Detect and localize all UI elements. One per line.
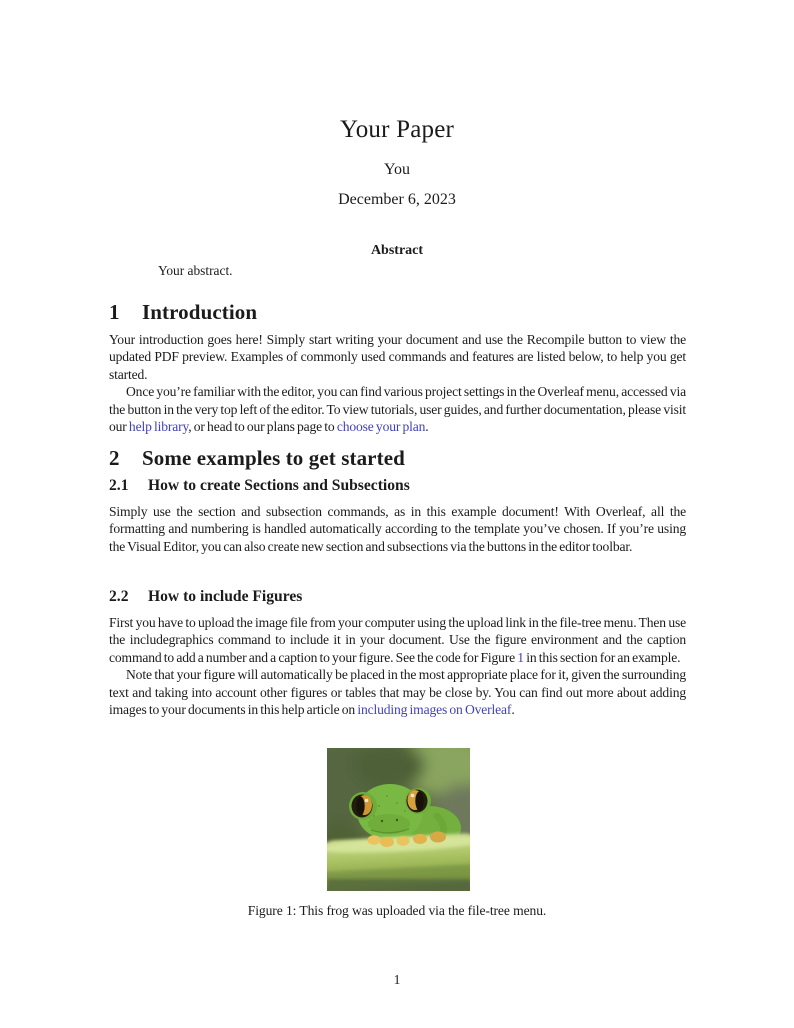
introduction-paragraphs — [109, 331, 686, 435]
section-number: 2 — [109, 446, 120, 470]
text-run: First you have to upload the image file from your computer using the upload link in the file-tree menu. Then use the includegraphics command to include it in your document. Use the figure environment and the caption command to add a number and a caption to your figure. See the code for Figure — [109, 615, 686, 665]
subsection-title: How to include Figures — [148, 588, 303, 605]
paragraph — [109, 614, 686, 666]
inline-link[interactable]: help library — [128, 419, 189, 435]
text-run: Simply use the section and subsection commands, as in this example document! With Overleaf, all the formatting and numbering is handled automatically according to the template you’ve chosen. If you’re using the Visual Editor, you can also create new section and subsections via the buttons in the editor toolbar. — [109, 504, 686, 554]
abstract-heading: Abstract — [370, 243, 424, 258]
text-run: in this section for an example. — [523, 649, 681, 665]
section-title: Introduction — [142, 300, 258, 324]
section-number: 1 — [109, 300, 120, 324]
paper-title: Your Paper — [339, 116, 455, 143]
abstract-text: Your abstract. — [158, 263, 233, 278]
section-heading-examples — [109, 446, 405, 471]
text-run: . — [511, 702, 515, 718]
inline-link[interactable]: including images on Overleaf — [357, 702, 512, 718]
page-number: 1 — [393, 972, 401, 987]
paragraph — [109, 666, 686, 718]
frog-photo — [327, 748, 470, 891]
figures-paragraphs — [109, 614, 686, 718]
paragraph — [109, 331, 686, 383]
paper-author: You — [384, 161, 410, 178]
subsection-heading-sections — [109, 477, 410, 495]
subsection-number: 2.1 — [109, 477, 129, 494]
text-run: , or head to our plans page to — [188, 419, 337, 435]
text-run: . — [425, 419, 429, 435]
inline-link[interactable]: choose your plan — [336, 419, 426, 435]
paragraph — [109, 503, 686, 555]
section-title: Some examples to get started — [142, 446, 405, 470]
paragraph — [109, 383, 686, 435]
text-run: Once you’re familiar with the editor, you can find various project settings in the Overleaf menu, accessed via the button in the very top left of the editor. To view tutorials, user guides, and further documentation, please visit our — [109, 384, 686, 435]
inline-link[interactable]: 1 — [517, 649, 524, 665]
figure-caption: Figure 1: This frog was uploaded via the file-tree menu. — [247, 903, 547, 918]
frog-photo-illustration — [327, 748, 470, 891]
subsection-title: How to create Sections and Subsections — [148, 477, 410, 494]
paper-date: December 6, 2023 — [338, 191, 456, 208]
subsection-heading-figures — [109, 588, 302, 606]
subsection-number: 2.2 — [109, 588, 129, 605]
text-run: Your introduction goes here! Simply start writing your document and use the Recompile button to view the updated PDF preview. Examples of commonly used commands and features are listed below, to help you get started. — [109, 332, 686, 382]
text-run: Note that your figure will automatically be placed in the most appropriate place for it, given the surrounding text and taking into account other figures or tables that may be close by. You can find out more about adding images to your documents in this help article on — [109, 667, 686, 718]
sections-paragraphs — [109, 503, 686, 555]
section-heading-introduction — [109, 300, 257, 325]
